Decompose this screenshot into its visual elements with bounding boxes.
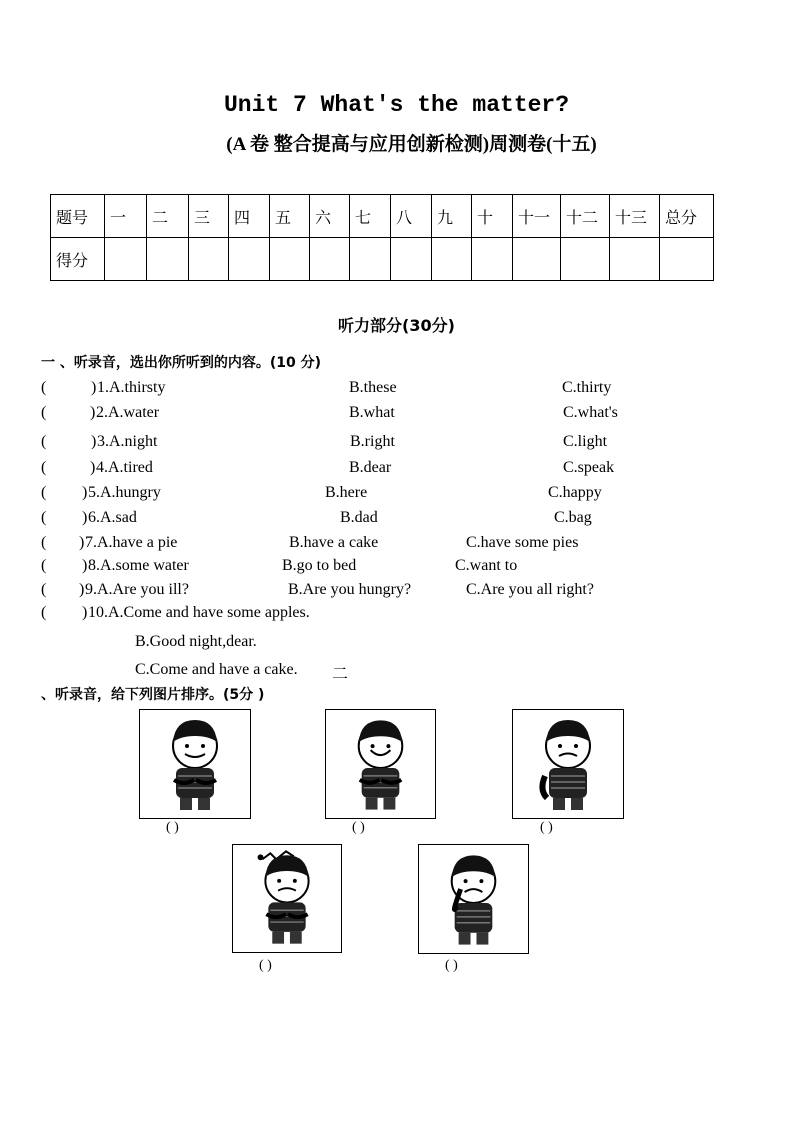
score-header-cell: 四 (229, 195, 270, 238)
score-header-cell: 七 (350, 195, 391, 238)
question-open-paren: ( (41, 581, 47, 598)
question-option-b: B.have a cake (289, 534, 379, 551)
q10-option-a: 10.A.Come and have some apples. (88, 604, 310, 621)
cartoon-boy-picture (418, 844, 529, 954)
score-input-cell (391, 238, 432, 281)
score-table-score-row (51, 238, 714, 281)
score-header-cell: 六 (310, 195, 350, 238)
part1-heading: 一 、听录音，选出你所听到的内容。(10 分) (41, 355, 322, 371)
cartoon-boy-picture (512, 709, 624, 819)
cartoon-boy-picture (139, 709, 251, 819)
score-input-cell (229, 238, 270, 281)
score-header-cell: 五 (270, 195, 310, 238)
score-header-cell: 题号 (51, 195, 105, 238)
question-option-c: C.light (563, 433, 608, 450)
question-option-c: C.bag (554, 509, 592, 526)
question-option-b: B.what (349, 404, 395, 421)
question-option-b: B.dad (340, 509, 378, 526)
question-option-a: 9.A.Are you ill? (85, 581, 189, 598)
question-option-a: 6.A.sad (88, 509, 137, 526)
score-header-cell: 三 (189, 195, 229, 238)
question-option-c: C.have some pies (466, 534, 579, 551)
score-table-header-row (51, 195, 714, 238)
score-header-cell: 八 (391, 195, 432, 238)
question-option-b: B.go to bed (282, 557, 357, 574)
question-option-a: 3.A.night (97, 433, 158, 450)
question-open-paren: ( (41, 459, 47, 476)
question-option-c: C.want to (455, 557, 518, 574)
question-open-paren: ( (41, 404, 47, 421)
question-close-paren: ) (90, 404, 96, 421)
question-close-paren: ) (91, 379, 97, 396)
question-option-c: C.happy (548, 484, 602, 501)
question-option-b: B.dear (349, 459, 392, 476)
score-input-cell (147, 238, 189, 281)
listening-section-title: 听力部分(30分) (338, 316, 455, 335)
score-header-cell: 十二 (561, 195, 610, 238)
part2-heading: 、听录音，给下列图片排序。(5分 ) (41, 687, 265, 703)
score-input-cell (310, 238, 350, 281)
score-input-cell (561, 238, 610, 281)
q10-open-paren: ( (41, 604, 47, 621)
question-option-c: C.what's (563, 404, 618, 421)
question-option-a: 8.A.some water (88, 557, 189, 574)
score-input-cell (189, 238, 229, 281)
score-header-cell: 一 (105, 195, 147, 238)
question-option-a: 4.A.tired (96, 459, 153, 476)
question-open-paren: ( (41, 433, 47, 450)
score-header-cell: 十三 (610, 195, 660, 238)
question-close-paren: ) (82, 484, 88, 501)
picture-order-blank: ( ) (166, 820, 179, 835)
question-open-paren: ( (41, 534, 47, 551)
score-header-cell: 十一 (513, 195, 561, 238)
question-option-a: 5.A.hungry (88, 484, 161, 501)
question-close-paren: ) (82, 509, 88, 526)
score-input-cell (105, 238, 147, 281)
question-option-c: C.Are you all right? (466, 581, 594, 598)
question-close-paren: ) (79, 534, 85, 551)
picture-order-blank: ( ) (540, 820, 553, 835)
question-option-b: B.Are you hungry? (288, 581, 412, 598)
score-input-cell (432, 238, 472, 281)
question-close-paren: ) (79, 581, 85, 598)
question-option-a: 7.A.have a pie (85, 534, 178, 551)
q10-option-b: B.Good night,dear. (135, 633, 257, 650)
score-input-cell (270, 238, 310, 281)
score-header-cell: 九 (432, 195, 472, 238)
question-option-b: B.these (349, 379, 397, 396)
question-option-b: B.here (325, 484, 368, 501)
picture-order-blank: ( ) (259, 958, 272, 973)
q10-close-paren: ) (82, 604, 88, 621)
score-header-cell: 总分 (660, 195, 714, 238)
question-option-b: B.right (350, 433, 395, 450)
question-close-paren: ) (90, 459, 96, 476)
question-open-paren: ( (41, 509, 47, 526)
score-input-cell (660, 238, 714, 281)
question-option-a: 2.A.water (96, 404, 160, 421)
page-title: Unit 7 What's the matter? (223, 92, 570, 118)
score-input-cell (472, 238, 513, 281)
picture-order-blank: ( ) (352, 820, 365, 835)
question-option-a: 1.A.thirsty (97, 379, 166, 396)
question-close-paren: ) (91, 433, 97, 450)
score-header-cell: 十 (472, 195, 513, 238)
cartoon-boy-picture (325, 709, 436, 819)
score-input-cell (513, 238, 561, 281)
question-close-paren: ) (82, 557, 88, 574)
score-row-label: 得分 (51, 238, 105, 281)
q10-option-c: C.Come and have a cake. (135, 661, 298, 678)
question-open-paren: ( (41, 379, 47, 396)
question-open-paren: ( (41, 484, 47, 501)
cartoon-boy-picture (232, 844, 342, 953)
question-open-paren: ( (41, 557, 47, 574)
question-option-c: C.speak (563, 459, 615, 476)
picture-order-blank: ( ) (445, 958, 458, 973)
score-header-cell: 二 (147, 195, 189, 238)
question-option-c: C.thirty (562, 379, 612, 396)
score-input-cell (350, 238, 391, 281)
page-subtitle: (A 卷 整合提高与应用创新检测)周测卷(十五) (226, 134, 597, 155)
score-input-cell (610, 238, 660, 281)
part2-number-fragment: 二 (332, 664, 349, 683)
score-table (50, 194, 714, 281)
